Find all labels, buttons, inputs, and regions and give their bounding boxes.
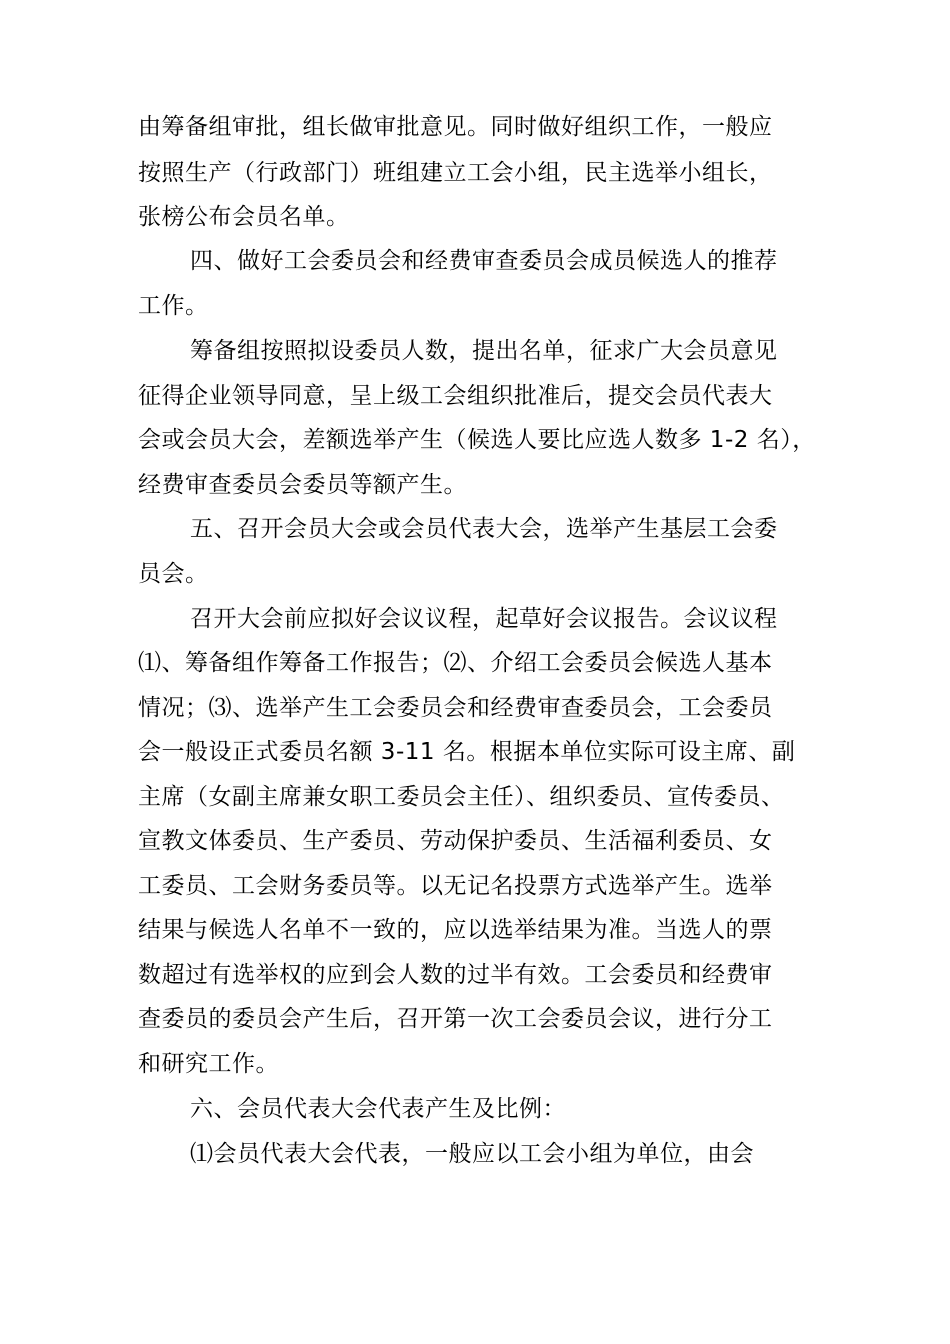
text-line: ⑴会员代表大会代表，一般应以工会小组为单位，由会 (190, 1141, 754, 1167)
text-line: 主席（女副主席兼女职工委员会主任）、组织委员、宣传委员、 (138, 784, 785, 810)
text-line: 数超过有选举权的应到会人数的过半有效。工会委员和经费审 (138, 962, 773, 988)
text-line: 情况；⑶、选举产生工会委员会和经费审查委员会，工会委员 (138, 695, 773, 721)
text-line: 征得企业领导同意，呈上级工会组织批准后，提交会员代表大 (138, 383, 773, 409)
text-line: 会或会员大会，差额选举产生（候选人要比应选人数多 1-2 名）， (138, 427, 816, 453)
text-line: ⑴、筹备组作筹备工作报告；⑵、介绍工会委员会候选人基本 (138, 650, 773, 676)
text-line: 由筹备组审批，组长做审批意见。同时做好组织工作，一般应 (138, 114, 773, 140)
text-line: 召开大会前应拟好会议议程，起草好会议报告。会议议程 (190, 606, 778, 632)
text-line: 结果与候选人名单不一致的，应以选举结果为准。当选人的票 (138, 917, 773, 943)
section-heading-4: 四、做好工会委员会和经费审查委员会成员候选人的推荐 (190, 248, 778, 274)
text-line: 工作。 (138, 293, 209, 319)
text-line: 查委员的委员会产生后，召开第一次工会委员会议，进行分工 (138, 1006, 773, 1032)
text-line: 张榜公布会员名单。 (138, 204, 350, 230)
text-line: 按照生产（行政部门）班组建立工会小组，民主选举小组长， (138, 160, 773, 186)
section-heading-6: 六、会员代表大会代表产生及比例： (190, 1096, 566, 1122)
text-line: 会一般设正式委员名额 3-11 名。根据本单位实际可设主席、副 (138, 739, 796, 765)
section-heading-5: 五、召开会员大会或会员代表大会，选举产生基层工会委 (190, 516, 778, 542)
text-line: 宣教文体委员、生产委员、劳动保护委员、生活福利委员、女 (138, 828, 773, 854)
text-line: 和研究工作。 (138, 1051, 279, 1077)
text-line: 筹备组按照拟设委员人数，提出名单，征求广大会员意见 (190, 338, 778, 364)
text-line: 经费审查委员会委员等额产生。 (138, 472, 467, 498)
text-line: 工委员、工会财务委员等。以无记名投票方式选举产生。选举 (138, 873, 773, 899)
text-line: 员会。 (138, 561, 209, 587)
